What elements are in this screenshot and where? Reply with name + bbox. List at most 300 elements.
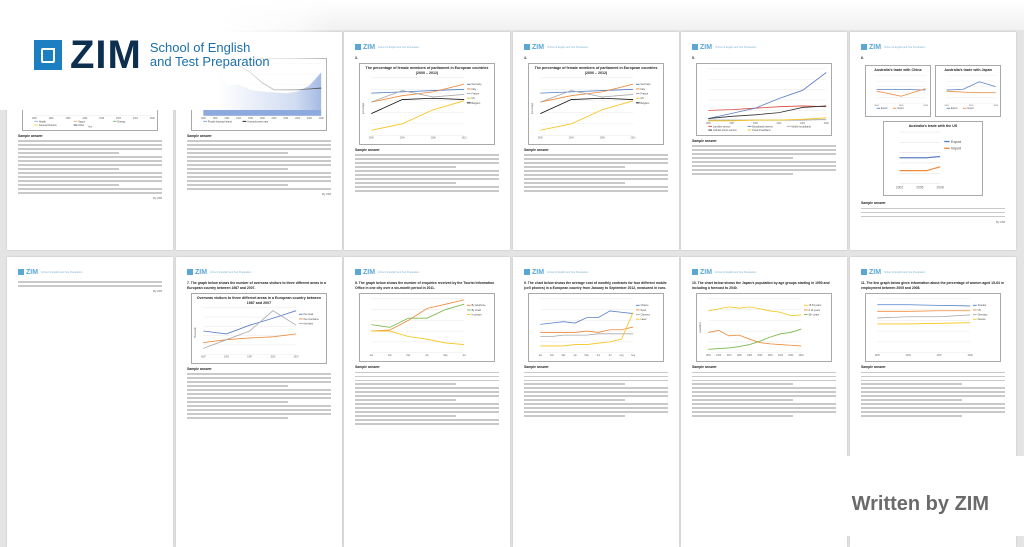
text-line [18,281,162,283]
page-logo-text: ZIM [26,268,39,276]
legend-label: Greece [977,318,986,322]
text-line [355,415,456,417]
text-line [355,399,456,401]
question-number: 6. [861,56,864,60]
x-tick-label: 2006 [823,123,829,126]
series-line [371,89,464,93]
page-logo-tagline: School of English and Test Preparation [884,270,926,274]
document-page[interactable] [7,257,173,547]
text-line [692,376,836,378]
text-line [692,399,793,401]
chart [865,65,931,117]
text-line [524,178,668,180]
chart [883,121,984,197]
x-tick-label: 2000 [368,137,374,140]
page-logo-tagline: School of English and Test Preparation [378,45,420,49]
text-line [692,407,836,409]
sample-answer-heading: Sample answer [524,147,549,152]
sample-answer-heading: Sample answer [524,365,549,370]
series-line [203,311,296,334]
text-line [187,180,331,182]
text-line [861,387,1005,389]
legend-label: Chamo [640,304,649,308]
sample-answer-heading: Sample answer [355,147,380,152]
x-tick-label: 2002 [776,123,782,126]
y-axis-label: percentage [362,102,365,114]
line-chart [194,305,324,361]
series-line [371,98,464,113]
legend-label: Landline service [712,125,731,129]
legend-label: the coast [303,313,314,317]
text-line [355,387,499,389]
signature: By ZIM [153,288,162,293]
text-line [355,178,499,180]
text-line [355,391,499,393]
x-tick-label: 2030 [788,354,794,357]
text-line [524,399,625,401]
legend-label: Broadband internet [752,125,773,129]
text-line [692,153,836,155]
line-chart [868,296,998,359]
text-line [18,152,119,154]
text-line [18,188,162,190]
legend-label: UK [640,97,644,101]
page-logo-text: ZIM [700,268,713,276]
text-line [861,208,1005,210]
text-line [692,169,836,171]
x-tick-label: 2040 [798,354,804,357]
brand-tagline: School of English and Test Preparation [149,40,270,69]
text-line [524,186,668,188]
document-page[interactable] [850,32,1016,250]
text-line [861,395,1005,397]
sample-answer-heading: Sample answer [861,201,886,206]
line-chart [699,296,829,359]
x-tick-label: 1990 [212,118,218,121]
legend-label: Cellular phone service [712,128,737,132]
x-tick-label: 1988 [200,118,206,121]
text-line [524,162,668,164]
series-line [540,89,633,93]
page-logo-text: ZIM [532,43,545,51]
text-line [524,395,668,397]
text-line [187,188,331,190]
document-page[interactable] [344,257,510,547]
legend-label: 0-14 years [808,308,820,312]
page-logo [355,42,499,52]
text-line [355,423,499,425]
legend-label: Sweden [977,304,987,308]
legend-label: Italy [640,87,645,91]
logo-icon [692,44,698,50]
signature: By ZIM [153,196,162,201]
page-logo-tagline: School of English and Test Preparation [210,270,252,274]
page-logo-tagline: School of English and Test Preparation [547,270,589,274]
x-tick-label: 2002 [874,104,879,107]
text-line [187,381,331,383]
legend-label: Belgium [640,101,650,105]
chart [359,63,495,145]
x-tick-label: 2000 [752,123,758,126]
logo-icon [524,44,530,50]
document-page[interactable] [681,32,847,250]
x-tick-label: Feb [387,354,392,357]
sample-answer-heading: Sample answer [861,365,886,370]
legend-label: Ryan [640,308,647,312]
chart-title: Australia's trade with the US [908,123,958,128]
question-number: 3. [355,56,358,60]
text-line [187,405,331,407]
page-logo [524,267,668,277]
text-line [355,411,499,413]
text-line [18,164,162,166]
footer-text: Written by ZIM [851,493,989,515]
page-logo-tagline: School of English and Test Preparation [715,270,757,274]
series-line [203,334,296,343]
logo-icon [692,269,698,275]
y-axis-label: population [699,322,702,333]
chart-title: Australia's trade with Japan [944,68,992,72]
text-line [355,407,499,409]
x-tick-label: 1988 [65,118,71,121]
text-line [187,148,331,150]
series-line [540,327,633,332]
logo-icon [187,269,193,275]
x-tick-label: Mar [561,354,566,357]
book-icon [34,40,62,70]
text-line [187,385,288,387]
text-line [692,157,793,159]
x-tick-label: 2002 [270,356,276,359]
text-line [524,158,668,160]
page-logo-tagline: School of English and Test Preparation [378,270,420,274]
x-tick-label: 2004 [800,123,806,126]
series-line [371,304,464,327]
series-line [708,72,826,118]
legend-label: Mobile broadband [791,125,811,129]
series-line [899,167,940,171]
line-chart [868,73,928,114]
x-tick-label: 2000 [271,118,277,121]
text-line [355,158,499,160]
question-number: 4. [524,56,527,60]
text-line [18,176,162,178]
legend-label: Germany [471,83,482,87]
text-line [355,419,499,421]
x-tick-label: May [584,354,589,357]
page-logo [861,42,1005,52]
x-tick-label: 1987 [200,356,206,359]
legend-label: Import [950,146,961,151]
x-tick-label: 2004 [132,118,138,121]
legend-label: Import [967,107,974,110]
x-tick-label: Jan [369,354,374,357]
text-line [524,391,668,393]
text-line [524,154,668,156]
x-tick-label: 2000 [116,118,121,121]
x-tick-label: Aug [619,354,624,357]
document-page[interactable] [513,257,679,547]
legend-label: Fixed broadband [752,128,771,132]
text-line [524,376,668,378]
text-line [355,376,499,378]
legend-label: Import [897,107,904,110]
x-tick-label: 2008 [149,118,155,121]
x-tick-label: 2004 [295,118,301,121]
chart [696,63,832,136]
text-line [861,376,1005,378]
chart [865,293,1001,362]
chart [359,293,495,362]
text-line [18,180,162,182]
line-chart [938,73,998,114]
x-tick-label: 2005 [968,104,974,107]
legend-label: Export [950,140,961,145]
x-axis-label: Year [87,126,93,128]
series-line [371,331,464,344]
text-line [187,401,288,403]
text-line [692,149,836,151]
series-line [947,81,996,89]
document-page[interactable] [344,32,510,250]
text-line [355,372,499,374]
x-tick-label: Apr [573,354,577,357]
page-logo [524,42,668,52]
question-heading: 11. The line graph below gives information about the percentage of women aged 15-64 in employment between 2005 and 2008. [861,281,1004,290]
sample-answer-heading: Sample answer [187,133,212,138]
legend-label: Germany [977,313,988,317]
x-tick-label: Jan [538,354,543,357]
footer-banner [684,456,1024,536]
text-line [524,182,625,184]
series-line [371,101,464,130]
x-tick-label: 2020 [778,354,783,357]
text-line [524,372,668,374]
series-line [540,98,633,113]
x-tick-label: 1980 [31,118,37,121]
text-line [18,156,162,158]
page-logo-text: ZIM [532,268,545,276]
series-line [708,106,826,110]
legend-label: France [471,92,480,96]
text-line [187,160,331,162]
sample-answer-heading: Sample answer [18,133,43,138]
page-logo-text: ZIM [700,43,713,51]
legend-label: Energy [117,120,126,124]
signature: By ZIM [996,219,1005,224]
text-line [355,174,499,176]
x-tick-label: 1992 [224,118,230,121]
text-line [692,165,836,167]
text-line [355,186,499,188]
chart [935,65,1001,117]
text-line [692,161,836,163]
text-line [524,387,668,389]
legend-label: Other [78,123,85,127]
question-heading: 7. The graph below shows the number of overseas visitors to three different areas in a European country between 1987 and 2007. [187,281,326,290]
page-logo [692,42,836,52]
text-line [861,415,962,417]
x-tick-label: 2005 [898,104,904,107]
text-line [692,403,836,405]
text-line [861,403,1005,405]
text-line [692,387,836,389]
text-line [355,380,499,382]
text-line [861,372,1005,374]
x-tick-label: 2008 [318,118,324,121]
text-line [187,164,331,166]
text-line [692,173,793,175]
legend-label: By telephone [471,304,486,308]
text-line [524,170,668,172]
text-line [18,172,162,174]
x-tick-label: 2012 [630,137,636,140]
x-tick-label: 1996 [99,118,105,121]
x-tick-label: Jul [608,354,612,357]
y-axis-label: percentage [531,102,534,114]
text-line [524,383,625,385]
text-line [355,403,499,405]
text-line [355,383,456,385]
chart-title: Overseas visitors to three different areas in a European country between 1987 and 2007 [196,296,322,305]
text-line [187,417,288,419]
logo-icon [524,269,530,275]
chart [528,63,664,145]
x-tick-label: Mar [406,354,411,357]
x-tick-label: 2000 [757,354,763,357]
text-line [18,160,162,162]
x-tick-label: 2008 [967,354,973,357]
page-logo-tagline: School of English and Test Preparation [884,45,926,49]
brand-logo [0,0,335,110]
text-line [18,285,162,287]
x-tick-label: 2005 [874,354,880,357]
text-line [18,192,162,194]
text-line [524,407,668,409]
text-line [524,411,668,413]
chart [528,293,664,362]
page-logo-tagline: School of English and Test Preparation [715,45,757,49]
text-line [18,140,162,142]
y-axis-label: Thousands [194,327,197,339]
text-line [524,166,625,168]
x-tick-label: 2006 [905,354,911,357]
page-logo-text: ZIM [869,268,882,276]
x-tick-label: 1996 [247,118,253,121]
legend-label: Unemployment rate [247,120,269,124]
question-number: 5. [692,56,695,60]
logo-icon [355,44,361,50]
x-tick-label: 2012 [461,137,467,140]
chart-title: Australia's trade with China [874,68,922,72]
text-line [187,413,331,415]
chart-title: The percentage of female members of parliament in European countries (2000 – 2012) [534,66,658,75]
document-page[interactable] [176,257,342,547]
x-tick-label: 1997 [247,356,253,359]
text-line [861,380,1005,382]
series-line [876,89,925,90]
series-line [203,311,296,349]
legend-label: UK [471,97,475,101]
text-line [187,397,331,399]
x-tick-label: 2010 [767,354,773,357]
page-logo-tagline: School of English and Test Preparation [41,270,83,274]
series-line [708,307,801,316]
page-logo [187,267,331,277]
logo-icon [861,269,867,275]
document-page[interactable] [513,32,679,250]
x-tick-label: 2006 [306,118,312,121]
page-logo [861,267,1005,277]
series-line [877,323,970,324]
legend-label: the lakes [303,322,314,326]
x-tick-label: 2000 [537,137,543,140]
x-tick-label: 1980 [736,354,742,357]
x-tick-label: 1992 [82,118,88,121]
line-chart [362,75,492,142]
text-line [355,182,456,184]
x-tick-label: 1990 [747,354,753,357]
text-line [692,395,836,397]
text-line [861,383,962,385]
text-line [692,372,836,374]
text-line [187,140,331,142]
text-line [692,145,836,147]
legend-label: Belgium [471,101,481,105]
x-tick-label: 2008 [936,185,944,190]
x-tick-label: May [443,354,448,357]
x-tick-label: 2002 [944,104,949,107]
x-tick-label: 2008 [430,137,436,140]
legend-label: UK [977,308,981,312]
text-line [692,380,836,382]
text-line [187,389,331,391]
series-line [899,157,940,158]
series-line [540,311,633,324]
text-line [524,403,668,405]
text-line [861,391,1005,393]
sample-answer-heading: Sample answer [355,365,380,370]
page-logo [355,267,499,277]
legend-label: France [640,92,649,96]
chart [696,293,832,362]
line-chart [362,296,492,359]
brand-name: ZIM [70,33,142,77]
legend-label: Chimera [640,313,650,317]
text-line [861,216,1005,218]
page-logo-text: ZIM [869,43,882,51]
legend-label: By email [471,308,481,312]
text-line [692,415,793,417]
line-chart [531,75,661,142]
x-tick-label: 2007 [936,354,942,357]
chart [191,293,327,364]
text-line [692,391,836,393]
text-line [861,212,1005,214]
text-line [187,393,331,395]
logo-icon [18,269,24,275]
question-heading: 10. The chart below shows the Japan's population by age groups starting in 1950 and including a forecast to 2040. [692,281,830,290]
line-chart [886,128,981,193]
series-line [540,334,633,337]
series-line [877,311,970,312]
text-line [524,190,668,192]
x-tick-label: 1950 [705,354,711,357]
series-line [371,84,464,102]
x-tick-label: 2008 [923,104,928,107]
line-chart [699,66,829,133]
legend-label: People leaving Ireland [207,120,232,124]
